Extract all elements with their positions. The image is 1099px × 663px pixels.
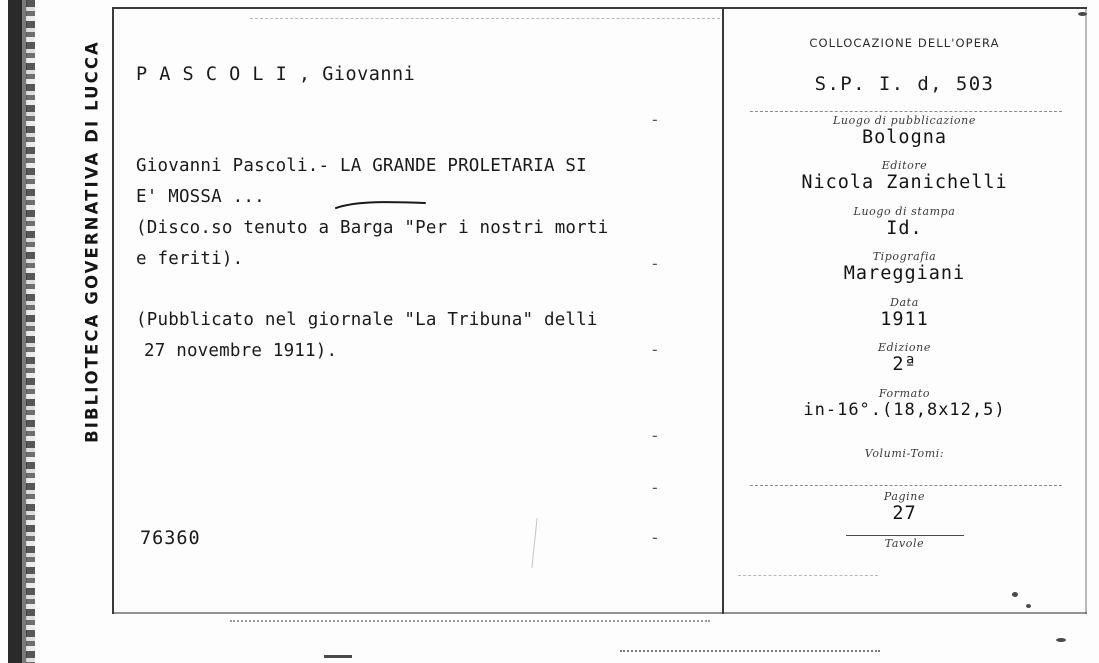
scan-ghost-line-bottom	[230, 620, 710, 623]
margin-dash: -	[650, 426, 660, 445]
scan-speck	[324, 655, 352, 658]
field-rule	[750, 111, 1062, 112]
field-value-data: 1911	[880, 309, 929, 330]
field-label-luogo-pubblicazione: Luogo di pubblicazione	[833, 114, 976, 127]
field-label-formato: Formato	[878, 387, 931, 400]
field-label-edizione: Edizione	[878, 341, 931, 354]
shelfmark-heading: COLLOCAZIONE DELL'OPERA	[809, 36, 1000, 50]
field-rule	[738, 575, 878, 576]
note-line-2: e feriti).	[136, 249, 244, 269]
margin-dash: -	[650, 340, 660, 359]
card-border-left	[112, 7, 114, 614]
field-label-volumi-tomi: Volumi-Tomi:	[864, 447, 945, 460]
margin-dash: -	[650, 110, 660, 129]
title-line-2: E' MOSSA ...	[136, 187, 265, 207]
field-value-luogo-pubblicazione: Bologna	[862, 127, 947, 148]
field-value-edizione: 2ª	[892, 354, 917, 375]
field-label-data: Data	[890, 296, 919, 309]
field-label-editore: Editore	[881, 159, 928, 172]
handwritten-underline-icon	[335, 200, 427, 210]
note-line-3: (Pubblicato nel giornale "La Tribuna" delli	[136, 310, 598, 330]
field-value-editore: Nicola Zanichelli	[801, 172, 1008, 193]
spacer	[136, 275, 711, 305]
library-spine-label: BIBLIOTECA GOVERNATIVA DI LUCCA	[82, 40, 102, 443]
card-border-right	[1085, 7, 1087, 614]
field-label-pagine: Pagine	[883, 490, 926, 503]
field-label-tavole: Tavole	[884, 537, 925, 550]
field-rule	[846, 535, 964, 536]
field-value-luogo-stampa: Id.	[886, 218, 923, 239]
margin-dash: -	[650, 528, 660, 547]
title-line-1: Giovanni Pascoli.- LA GRANDE PROLETARIA SI	[136, 156, 587, 176]
field-label-tipografia: Tipografia	[872, 250, 937, 263]
margin-dash: -	[650, 478, 660, 497]
note-line-1: (Disco.so tenuto a Barga "Per i nostri morti	[136, 218, 609, 238]
margin-dash: -	[650, 254, 660, 273]
scan-edge-speckle	[26, 0, 35, 663]
field-value-tipografia: Mareggiani	[843, 263, 966, 284]
scan-ghost-line-top	[250, 18, 720, 20]
scan-speck	[1056, 638, 1066, 642]
scan-ghost-tick	[531, 518, 537, 568]
bibliographic-entry	[136, 64, 711, 367]
author-heading: P A S C O L I , Giovanni	[136, 64, 416, 85]
note-line-4: 27 novembre 1911).	[144, 341, 338, 361]
scan-edge-artifact	[8, 0, 22, 663]
field-rule	[750, 485, 1062, 486]
field-value-pagine: 27	[892, 503, 917, 524]
publication-details-panel	[724, 7, 1085, 614]
field-label-luogo-stampa: Luogo di stampa	[853, 205, 956, 218]
inventory-number: 76360	[140, 528, 201, 549]
scan-ghost-line-bottom-right	[620, 650, 880, 653]
shelfmark-value: S.P. I. d, 503	[814, 73, 995, 95]
field-value-formato: in-16°.(18,8x12,5)	[803, 400, 1006, 420]
